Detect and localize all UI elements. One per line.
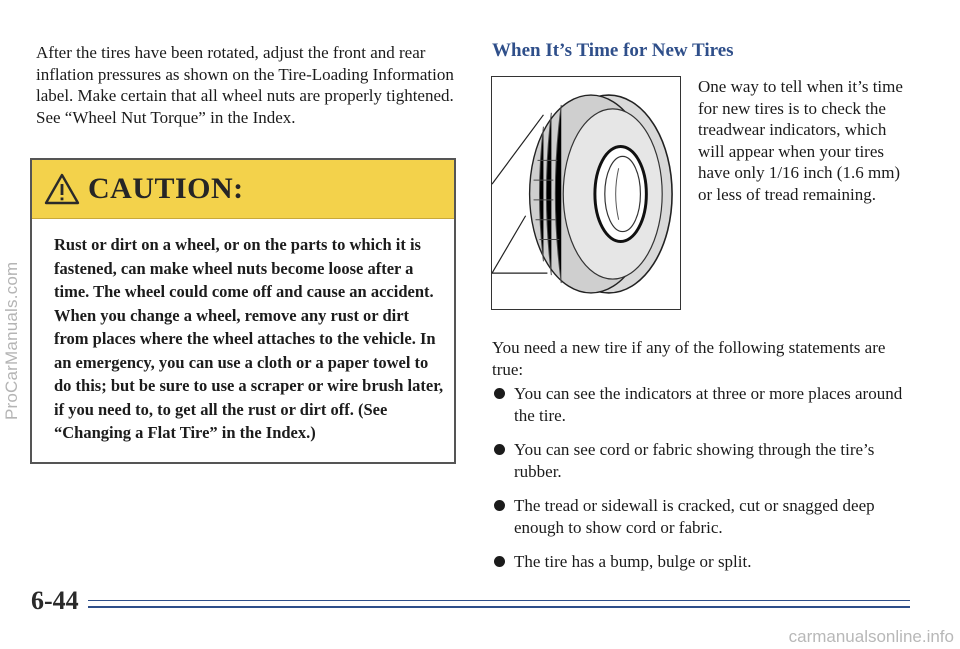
list-item <box>492 439 922 482</box>
intro-paragraph: After the tires have been rotated, adjust the front and rear inflation pressures as shown on the Tire-Loading Information label. Make certain that all wheel nuts are properly tightened. See “Wheel Nut Torque” in the Index. <box>36 43 454 127</box>
warning-triangle-icon <box>44 173 80 205</box>
list-item-text: The tire has a bump, bulge or split. <box>514 552 752 571</box>
bullet-dot-icon <box>494 444 505 455</box>
side-watermark: ProCarManuals.com <box>2 261 21 420</box>
list-item <box>492 383 922 426</box>
footer-rule <box>88 606 910 608</box>
list-item-text: You can see the indicators at three or more places around the tire. <box>514 384 903 425</box>
tire-illustration <box>491 76 681 310</box>
treadwear-text: One way to tell when it’s time for new tires is to check the treadwear indicators, which will appear when your tires have only 1/16 inch (1.6 mm) or less of tread remaining. <box>698 77 903 204</box>
list-item-text: The tread or sidewall is cracked, cut or snagged deep enough to show cord or fabric. <box>514 496 875 537</box>
bullet-dot-icon <box>494 500 505 511</box>
tire-condition-list <box>492 383 922 586</box>
caution-title: CAUTION: <box>88 172 244 205</box>
list-item <box>492 495 922 538</box>
caution-box <box>30 158 456 464</box>
footer-rule <box>88 600 910 601</box>
bullet-dot-icon <box>494 388 505 399</box>
caution-header <box>32 160 454 219</box>
list-item-text: You can see cord or fabric showing through the tire’s rubber. <box>514 440 875 481</box>
need-new-tire-text: You need a new tire if any of the following statements are true: <box>492 338 886 379</box>
bullet-dot-icon <box>494 556 505 567</box>
section-heading: When It’s Time for New Tires <box>492 40 734 61</box>
tire-icon <box>492 77 680 309</box>
caution-body: Rust or dirt on a wheel, or on the parts to which it is fastened, can make wheel nuts become loose after a time. The wheel could come off and cause an accident. When you change a wheel, remove any rust or dirt from places where the wheel attaches to the vehicle. In an emergency, you can use a cloth or a paper towel to do this; but be sure to use a scraper or wire brush later, if you need to, to get all the rust or dirt off. (See “Changing a Flat Tire” in the Index.) <box>54 235 444 442</box>
bottom-watermark: carmanualsonline.info <box>788 627 954 646</box>
page-number: 6-44 <box>31 586 79 615</box>
list-item <box>492 551 922 573</box>
